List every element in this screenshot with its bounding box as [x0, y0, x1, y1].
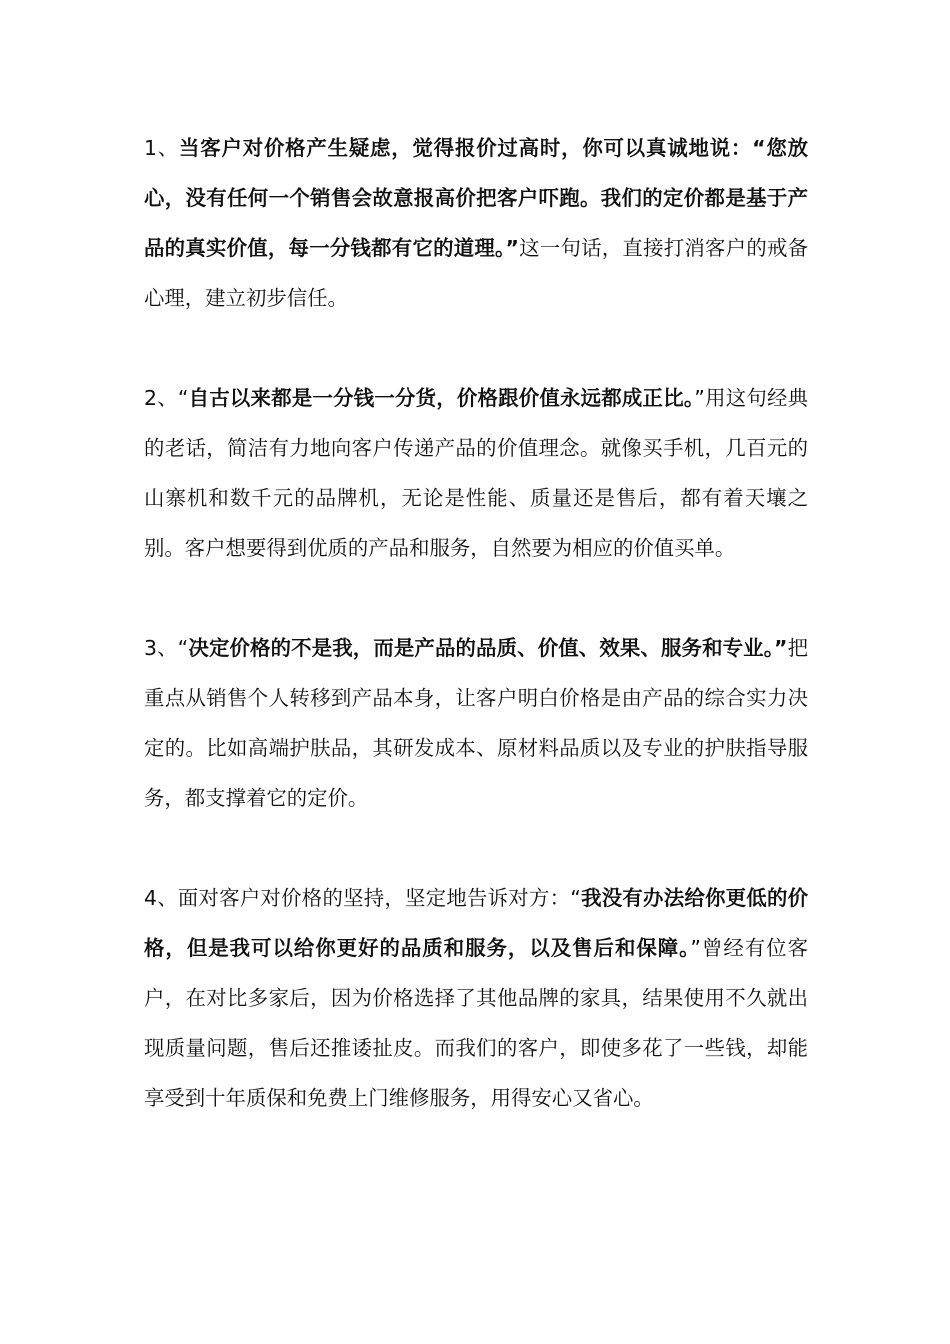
paragraph-2-bold: 自古以来都是一分钱一分货，价格跟价值永远都成正比。	[188, 386, 695, 410]
paragraph-4-lead: 4、面对客户对价格的坚持，坚定地告诉对方：“	[144, 886, 581, 910]
paragraph-4	[144, 873, 808, 1123]
paragraph-1-bold: 当客户对价格产生疑虑，觉得报价过高时，你可以真诚地说：“您放心，没有任何一个销售会故意报高价把客户吓跑。我们的定价都是基于产品的真实价值，每一分钱都有它的道理。”	[144, 136, 808, 260]
paragraph-2-tail: ”用这句经典的老话，简洁有力地向客户传递产品的价值理念。就像买手机，几百元的山寨机和数千元的品牌机，无论是性能、质量还是售后，都有着天壤之别。客户想要得到优质的产品和服务，自然要为相应的价值买单。	[144, 386, 808, 560]
paragraph-1-lead: 1、	[144, 136, 180, 160]
paragraph-2-lead: 2、“	[144, 386, 189, 410]
document-body	[144, 123, 808, 1173]
paragraph-3-lead: 3、“	[144, 636, 189, 660]
paragraph-3	[144, 623, 808, 823]
paragraph-4-tail: ”曾经有位客户，在对比多家后，因为价格选择了其他品牌的家具，结果使用不久就出现质量问题，售后还推诿扯皮。而我们的客户，即使多花了一些钱，却能享受到十年质保和免费上门维修服务，用得安心又省心。	[144, 936, 808, 1110]
paragraph-1	[144, 123, 808, 323]
paragraph-1-tail: 这一句话，直接打消客户的戒备心理，建立初步信任。	[144, 236, 809, 310]
paragraph-4-bold: 我没有办法给你更低的价格，但是我可以给你更好的品质和服务，以及售后和保障。	[144, 886, 808, 960]
paragraph-3-bold: 决定价格的不是我，而是产品的品质、价值、效果、服务和专业。”	[188, 636, 788, 660]
paragraph-2	[144, 373, 808, 573]
paragraph-3-tail: 把重点从销售个人转移到产品本身，让客户明白价格是由产品的综合实力决定的。比如高端护肤品，其研发成本、原材料品质以及专业的护肤指导服务，都支撑着它的定价。	[144, 636, 808, 810]
